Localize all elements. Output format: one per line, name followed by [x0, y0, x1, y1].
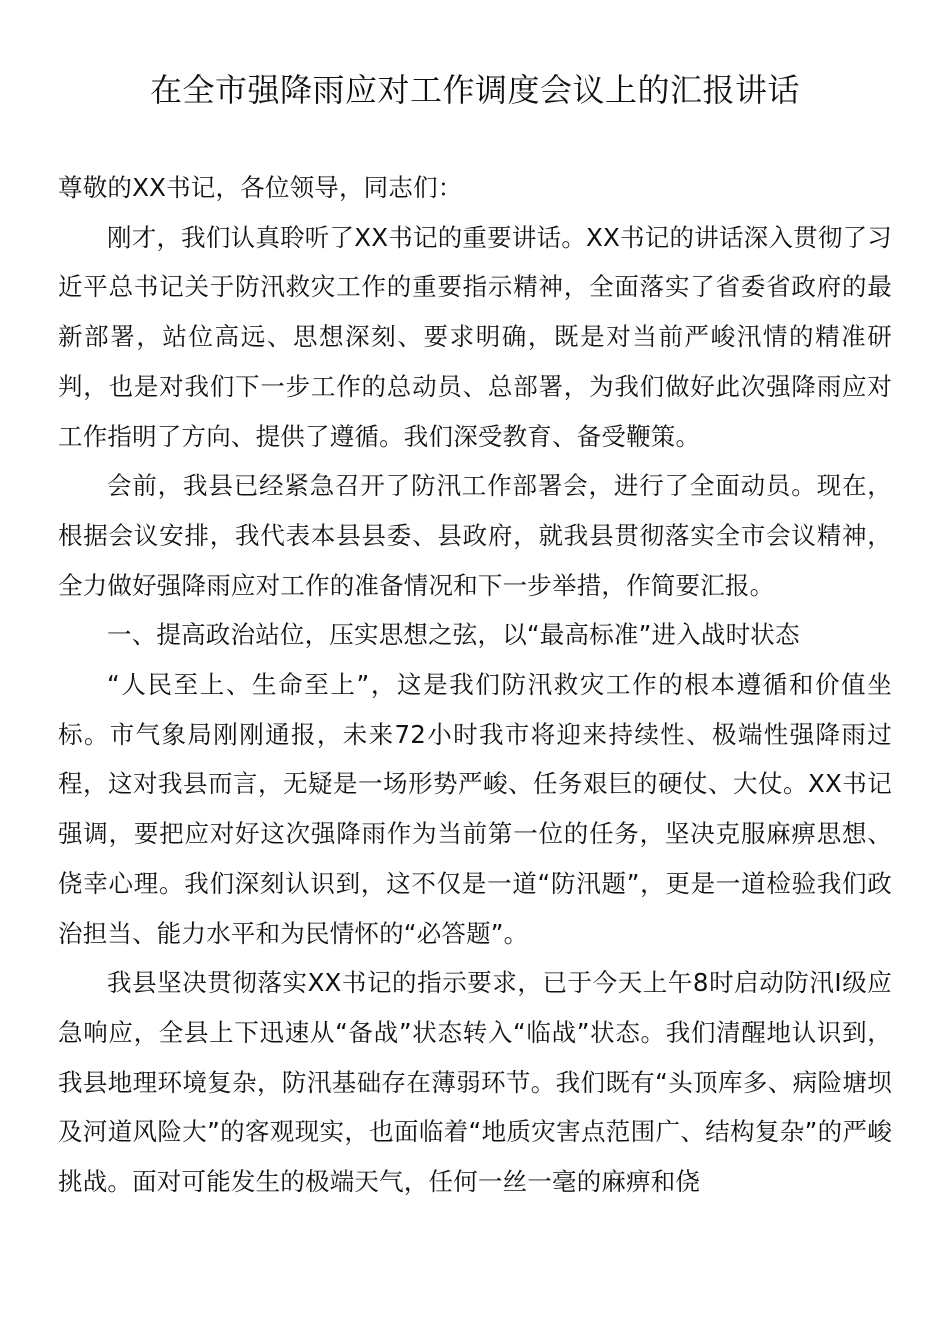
- paragraph-briefing: 会前，我县已经紧急召开了防汛工作部署会，进行了全面动员。现在，根据会议安排，我代表本县县委、县政府，就我县贯彻落实全市会议精神，全力做好强降雨应对工作的准备情况和下一步举措，作简要汇报。: [58, 471, 892, 600]
- paragraph-response: 我县坚决贯彻落实XX书记的指示要求，已于今天上午8时启动防汛I级应急响应，全县上下迅速从“备战”状态转入“临战”状态。我们清醒地认识到，我县地理环境复杂，防汛基础存在薄弱环节。我们既有“头顶库多、病险塘坝及河道风险大”的客观现实，也面临着“地质灾害点范围广、结构复杂”的严峻挑战。面对可能发生的极端天气，任何一丝一毫的麻痹和侥: [58, 968, 892, 1197]
- document-title: 在全市强降雨应对工作调度会议上的汇报讲话: [149, 71, 800, 109]
- paragraph-opening: 刚才，我们认真聆听了XX书记的重要讲话。XX书记的讲话深入贯彻了习近平总书记关于防汛救灾工作的重要指示精神，全面落实了省委省政府的最新部署，站位高远、思想深刻、要求明确，既是对当前严峻汛情的精准研判，也是对我们下一步工作的总动员、总部署，为我们做好此次强降雨应对工作指明了方向、提供了遵循。我们深受教育、备受鞭策。: [58, 222, 892, 451]
- document-body: [58, 163, 892, 1207]
- salutation: 尊敬的XX书记，各位领导，同志们：: [58, 173, 463, 202]
- section-heading: 一、提高政治站位，压实思想之弦，以“最高标准”进入战时状态: [107, 620, 800, 650]
- paragraph-situation: “人民至上、生命至上”，这是我们防汛救灾工作的根本遵循和价值坐标。市气象局刚刚通报，未来72小时我市将迎来持续性、极端性强降雨过程，这对我县而言，无疑是一场形势严峻、任务艰巨的硬仗、大仗。XX书记强调，要把应对好这次强降雨作为当前第一位的任务，坚决克服麻痹思想、侥幸心理。我们深刻认识到，这不仅是一道“防汛题”，更是一道检验我们政治担当、能力水平和为民情怀的“必答题”。: [58, 670, 892, 948]
